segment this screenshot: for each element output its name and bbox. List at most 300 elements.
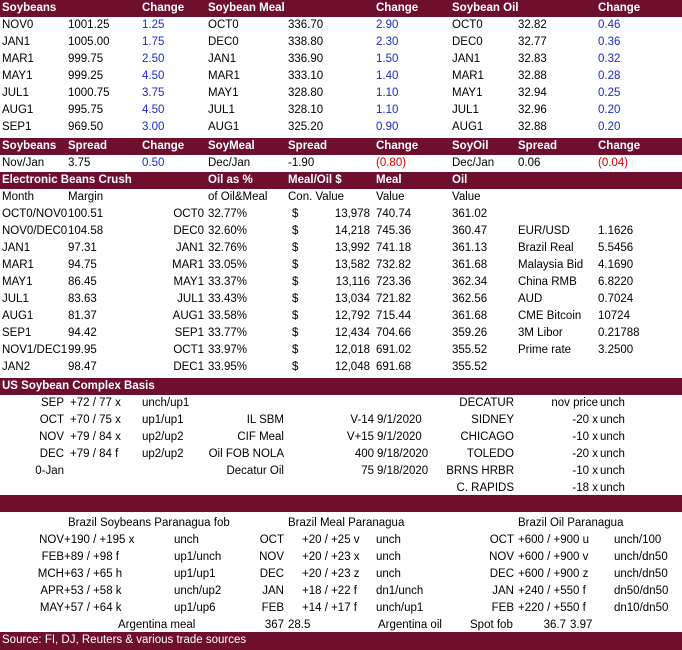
crush-row bbox=[0, 359, 682, 376]
crush-month: OCT0/NOV0 bbox=[2, 208, 68, 220]
crush-row bbox=[0, 274, 682, 291]
basis-value: +79 / 84 f bbox=[70, 448, 119, 460]
crush-margin: 99.95 bbox=[68, 344, 97, 356]
basis-row bbox=[0, 395, 682, 412]
soyoil-header: Soybean Oil bbox=[452, 2, 519, 14]
meal-price: 336.70 bbox=[288, 19, 324, 31]
crush-margin: 100.51 bbox=[68, 208, 104, 220]
dollar-sign: $ bbox=[292, 293, 299, 305]
brazil-meal-basis: +20 / +25 v bbox=[302, 534, 360, 546]
brazil-soy-change: up1/up6 bbox=[174, 602, 216, 614]
meal-price: 333.10 bbox=[288, 70, 324, 82]
oil-month: JUL1 bbox=[452, 104, 479, 116]
bean-price: 995.75 bbox=[68, 104, 104, 116]
location: TOLEDO bbox=[466, 448, 514, 460]
oil-value: 355.52 bbox=[452, 361, 488, 373]
argentina-meal-value2: 28.5 bbox=[288, 619, 311, 631]
change-header: Change bbox=[376, 2, 419, 14]
basis-month: SEP bbox=[40, 397, 64, 409]
brazil-row bbox=[0, 566, 682, 583]
product-label: IL SBM bbox=[246, 414, 284, 426]
basis-change: up2/up2 bbox=[142, 431, 184, 443]
crush-row bbox=[0, 342, 682, 359]
meal-price: 336.90 bbox=[288, 53, 324, 65]
brazil-meal-month: OCT bbox=[259, 534, 284, 546]
brazil-oil-change: unch/dn50 bbox=[614, 568, 668, 580]
basis-row bbox=[0, 463, 682, 480]
oil-header: Oil bbox=[452, 174, 468, 186]
product-label: Oil FOB NOLA bbox=[208, 448, 284, 460]
crush-month: JAN2 bbox=[2, 361, 31, 373]
futures-row bbox=[0, 85, 682, 102]
dollar-sign: $ bbox=[292, 344, 299, 356]
meal-change: 2.90 bbox=[376, 19, 399, 31]
con-value: 13,582 bbox=[334, 259, 370, 271]
market-value: 4.1690 bbox=[598, 259, 634, 271]
spread-header-label: Spread bbox=[68, 140, 107, 152]
soybeans-header: Soybeans bbox=[2, 2, 57, 14]
meal-price: 338.80 bbox=[288, 36, 324, 48]
crush-margin: 94.75 bbox=[68, 259, 97, 271]
argentina-oil-label: Argentina oil bbox=[378, 619, 442, 631]
meal-value: 704.66 bbox=[376, 327, 412, 339]
oil-share: 33.95% bbox=[208, 361, 248, 373]
brazil-oil-month: JAN bbox=[492, 585, 514, 597]
oil-month: AUG1 bbox=[452, 121, 484, 133]
crush-margin: 86.45 bbox=[68, 276, 97, 288]
dollar-sign: $ bbox=[292, 361, 299, 373]
crush-contract: JUL1 bbox=[177, 293, 204, 305]
crush-contract: DEC0 bbox=[173, 225, 204, 237]
brazil-meal-basis: +20 / +23 z bbox=[302, 568, 360, 580]
oil-month: OCT0 bbox=[452, 19, 483, 31]
location-basis: nov price bbox=[551, 397, 598, 409]
con-value: 14,218 bbox=[334, 225, 370, 237]
change-header: Change bbox=[376, 140, 419, 152]
con-value-label: Con. Value bbox=[288, 191, 345, 203]
crush-margin: 97.31 bbox=[68, 242, 97, 254]
bean-month: MAY1 bbox=[2, 70, 33, 82]
meal-value: 723.36 bbox=[376, 276, 412, 288]
crush-row bbox=[0, 240, 682, 257]
bean-price: 999.75 bbox=[68, 53, 104, 65]
brazil-oil-change: dn50/dn50 bbox=[614, 585, 669, 597]
crush-month: JUL1 bbox=[2, 293, 29, 305]
crush-row bbox=[0, 257, 682, 274]
basis-value: +72 / 77 x bbox=[70, 397, 121, 409]
oil-share: 32.60% bbox=[208, 225, 248, 237]
oil-price: 32.96 bbox=[518, 104, 547, 116]
crush-month: JAN1 bbox=[2, 242, 31, 254]
oil-share: 33.58% bbox=[208, 310, 248, 322]
bean-price: 1001.25 bbox=[68, 19, 110, 31]
product-date: 9/1/2020 bbox=[377, 414, 422, 426]
brazil-oil-basis: +240 / +550 f bbox=[518, 585, 586, 597]
meal-change: 1.50 bbox=[376, 53, 399, 65]
market-label: CME Bitcoin bbox=[518, 310, 582, 322]
brazil-oil-change: unch/dn50 bbox=[614, 551, 668, 563]
section-divider bbox=[0, 495, 682, 512]
dollar-sign: $ bbox=[292, 225, 299, 237]
spread-row bbox=[0, 155, 682, 172]
market-label: AUD bbox=[518, 293, 543, 305]
location-basis: -10 x bbox=[572, 431, 598, 443]
bean-price: 1000.75 bbox=[68, 87, 110, 99]
oil-value: 362.34 bbox=[452, 276, 488, 288]
market-label: Prime rate bbox=[518, 344, 572, 356]
spread-oil-change: (0.04) bbox=[598, 157, 629, 169]
crush-row bbox=[0, 308, 682, 325]
crush-contract: SEP1 bbox=[174, 327, 204, 339]
location-basis: -18 x bbox=[572, 482, 598, 494]
brazil-soy-month: NOV bbox=[39, 534, 64, 546]
product-basis: V-14 bbox=[350, 414, 374, 426]
spread-meal-change: (0.80) bbox=[376, 157, 407, 169]
oil-price: 32.88 bbox=[518, 70, 547, 82]
location-change: unch bbox=[600, 448, 625, 460]
oil-price: 32.94 bbox=[518, 87, 547, 99]
soymeal-header: Soybean Meal bbox=[208, 2, 285, 14]
argentina-meal-label: Argentina meal bbox=[118, 619, 196, 631]
oil-price: 32.77 bbox=[518, 36, 547, 48]
crush-row bbox=[0, 291, 682, 308]
brazil-meal-change: unch bbox=[376, 568, 401, 580]
market-label: Brazil Real bbox=[518, 242, 574, 254]
oil-change: 0.20 bbox=[598, 121, 621, 133]
oil-price: 32.83 bbox=[518, 53, 547, 65]
crush-month: NOV1/DEC1 bbox=[2, 344, 68, 356]
basis-change: up1/up1 bbox=[142, 414, 184, 426]
oil-value: 362.56 bbox=[452, 293, 488, 305]
oil-value: 361.68 bbox=[452, 259, 488, 271]
oil-price: 32.82 bbox=[518, 19, 547, 31]
bean-month: SEP1 bbox=[2, 121, 32, 133]
spread-oil-label: Dec/Jan bbox=[452, 157, 495, 169]
con-value: 12,434 bbox=[334, 327, 370, 339]
basis-row bbox=[0, 429, 682, 446]
futures-header bbox=[0, 0, 682, 17]
oil-share: 32.76% bbox=[208, 242, 248, 254]
spread-bean-change: 0.50 bbox=[142, 157, 165, 169]
brazil-soy-change: unch bbox=[174, 534, 199, 546]
change-header: Change bbox=[598, 2, 641, 14]
brazil-titles bbox=[0, 515, 682, 532]
basis-change: unch/up1 bbox=[142, 397, 190, 409]
futures-row bbox=[0, 119, 682, 136]
basis-month: OCT bbox=[39, 414, 64, 426]
brazil-meal-title: Brazil Meal Paranagua bbox=[288, 517, 405, 529]
basis-month: 0-Jan bbox=[35, 465, 64, 477]
product-date: 9/18/2020 bbox=[377, 448, 429, 460]
crush-margin: 81.37 bbox=[68, 310, 97, 322]
con-value: 13,978 bbox=[334, 208, 370, 220]
dollar-sign: $ bbox=[292, 208, 299, 220]
con-value: 13,116 bbox=[335, 276, 370, 288]
product-basis: V+15 bbox=[346, 431, 374, 443]
location-change: unch bbox=[600, 414, 625, 426]
market-value: 1.1626 bbox=[598, 225, 634, 237]
crush-subheader bbox=[0, 189, 682, 206]
meal-value: 691.68 bbox=[376, 361, 412, 373]
bean-change: 1.75 bbox=[142, 36, 165, 48]
oil-change: 0.20 bbox=[598, 104, 621, 116]
brazil-soy-basis: +57 / +64 k bbox=[64, 602, 122, 614]
change-header: Change bbox=[142, 2, 185, 14]
product-basis: 400 bbox=[354, 448, 374, 460]
bean-change: 4.50 bbox=[142, 104, 165, 116]
footer bbox=[0, 632, 682, 650]
spread-oil-value: 0.06 bbox=[518, 157, 541, 169]
location: SIDNEY bbox=[471, 414, 514, 426]
crush-margin: 98.47 bbox=[68, 361, 97, 373]
meal-value: 732.82 bbox=[376, 259, 412, 271]
crush-month: NOV0/DEC0 bbox=[2, 225, 68, 237]
location-basis: -20 x bbox=[572, 414, 598, 426]
futures-row bbox=[0, 17, 682, 34]
bean-month: NOV0 bbox=[2, 19, 34, 31]
spread-header-label: Spread bbox=[288, 140, 327, 152]
meal-value: 745.36 bbox=[376, 225, 412, 237]
market-value: 0.7024 bbox=[598, 293, 634, 305]
oil-value: 359.26 bbox=[452, 327, 488, 339]
spread-bean-label: Nov/Jan bbox=[2, 157, 45, 169]
spread-meal-label: Dec/Jan bbox=[208, 157, 251, 169]
oil-value: 361.13 bbox=[452, 242, 488, 254]
futures-row bbox=[0, 68, 682, 85]
soyoil-header: SoyOil bbox=[452, 140, 489, 152]
basis-month: DEC bbox=[39, 448, 64, 460]
oil-month: MAY1 bbox=[452, 87, 483, 99]
bean-month: MAR1 bbox=[2, 53, 34, 65]
meal-month: OCT0 bbox=[208, 19, 239, 31]
crush-contract: MAR1 bbox=[172, 259, 204, 271]
crush-contract: OCT0 bbox=[173, 208, 204, 220]
meal-value: 691.02 bbox=[376, 344, 412, 356]
brazil-soy-change: up1/unch bbox=[174, 551, 222, 563]
crush-row bbox=[0, 223, 682, 240]
basis-change: up2/up2 bbox=[142, 448, 184, 460]
market-label: Malaysia Bid bbox=[518, 259, 584, 271]
margin-label: Margin bbox=[68, 191, 104, 203]
crush-contract: AUG1 bbox=[172, 310, 204, 322]
oil-share: 33.43% bbox=[208, 293, 248, 305]
oil-value: 361.68 bbox=[452, 310, 488, 322]
meal-value-label: Value bbox=[376, 191, 405, 203]
product-label: CIF Meal bbox=[237, 431, 284, 443]
brazil-soy-change: unch/up2 bbox=[174, 585, 222, 597]
oil-price: 32.88 bbox=[518, 121, 547, 133]
oil-value: 355.52 bbox=[452, 344, 488, 356]
argentina-meal-value: 367 bbox=[264, 619, 284, 631]
con-value: 13,034 bbox=[334, 293, 370, 305]
month-label: Month bbox=[2, 191, 34, 203]
oil-share: 33.05% bbox=[208, 259, 248, 271]
oil-change: 0.36 bbox=[598, 36, 621, 48]
meal-month: AUG1 bbox=[208, 121, 240, 133]
brazil-soy-month: FEB bbox=[41, 551, 64, 563]
oil-value-label: Value bbox=[452, 191, 481, 203]
meal-change: 1.10 bbox=[376, 104, 399, 116]
brazil-meal-change: unch bbox=[376, 534, 401, 546]
market-value: 6.8220 bbox=[598, 276, 634, 288]
meal-change: 1.40 bbox=[376, 70, 399, 82]
bean-change: 2.50 bbox=[142, 53, 165, 65]
crush-contract: OCT1 bbox=[173, 344, 204, 356]
brazil-row bbox=[0, 532, 682, 549]
oil-change: 0.28 bbox=[598, 70, 621, 82]
meal-month: MAR1 bbox=[208, 70, 240, 82]
meal-change: 1.10 bbox=[376, 87, 399, 99]
meal-value: 741.18 bbox=[376, 242, 412, 254]
product-date: 9/18/2020 bbox=[377, 465, 429, 477]
brazil-meal-month: FEB bbox=[261, 602, 284, 614]
brazil-meal-basis: +20 / +23 x bbox=[302, 551, 360, 563]
meal-header: Meal bbox=[376, 174, 402, 186]
brazil-soy-basis: +53 / +58 k bbox=[64, 585, 122, 597]
crush-title: Electronic Beans Crush bbox=[2, 174, 132, 186]
brazil-row bbox=[0, 549, 682, 566]
crush-contract: DEC1 bbox=[173, 361, 204, 373]
brazil-oil-basis: +600 / +900 v bbox=[518, 551, 589, 563]
location: C. RAPIDS bbox=[456, 482, 514, 494]
spot-fob-label: Spot fob bbox=[470, 619, 513, 631]
market-label: EUR/USD bbox=[518, 225, 570, 237]
futures-row bbox=[0, 34, 682, 51]
product-date: 9/1/2020 bbox=[377, 431, 422, 443]
meal-change: 0.90 bbox=[376, 121, 399, 133]
bean-change: 1.25 bbox=[142, 19, 165, 31]
brazil-soy-month: MCH bbox=[37, 568, 64, 580]
oil-change: 0.46 bbox=[598, 19, 621, 31]
brazil-oil-basis: +220 / +550 f bbox=[518, 602, 586, 614]
con-value: 12,018 bbox=[334, 344, 370, 356]
brazil-meal-month: NOV bbox=[259, 551, 284, 563]
product-basis: 75 bbox=[361, 465, 374, 477]
bean-change: 3.00 bbox=[142, 121, 165, 133]
dollar-sign: $ bbox=[292, 242, 299, 254]
futures-row bbox=[0, 51, 682, 68]
con-value: 12,792 bbox=[334, 310, 370, 322]
meal-change: 2.30 bbox=[376, 36, 399, 48]
futures-row bbox=[0, 102, 682, 119]
oil-value: 361.02 bbox=[452, 208, 488, 220]
brazil-soy-basis: +89 / +98 f bbox=[64, 551, 119, 563]
oil-month: DEC0 bbox=[452, 36, 483, 48]
brazil-soy-change: up1/up1 bbox=[174, 568, 216, 580]
crush-contract: MAY1 bbox=[173, 276, 204, 288]
crush-margin: 104.58 bbox=[68, 225, 104, 237]
brazil-soy-month: MAY bbox=[39, 602, 64, 614]
con-value: 12,048 bbox=[334, 361, 370, 373]
location: CHICAGO bbox=[460, 431, 514, 443]
oil-value: 360.47 bbox=[452, 225, 488, 237]
brazil-row bbox=[0, 600, 682, 617]
brazil-row bbox=[0, 583, 682, 600]
oil-share: 33.77% bbox=[208, 327, 248, 339]
spread-header-label: Spread bbox=[518, 140, 557, 152]
meal-oil-header: Meal/Oil $ bbox=[288, 174, 342, 186]
brazil-oil-change: dn10/dn50 bbox=[614, 602, 669, 614]
dollar-sign: $ bbox=[292, 310, 299, 322]
basis-value: +79 / 84 x bbox=[70, 431, 121, 443]
location-change: unch bbox=[600, 482, 625, 494]
dollar-sign: $ bbox=[292, 259, 299, 271]
location-change: unch bbox=[600, 431, 625, 443]
of-oil-meal-label: of Oil&Meal bbox=[208, 191, 268, 203]
change-header: Change bbox=[598, 140, 641, 152]
brazil-oil-month: DEC bbox=[489, 568, 514, 580]
meal-month: MAY1 bbox=[208, 87, 239, 99]
change-header: Change bbox=[142, 140, 185, 152]
meal-value: 715.44 bbox=[376, 310, 412, 322]
bean-change: 4.50 bbox=[142, 70, 165, 82]
brazil-oil-month: FEB bbox=[491, 602, 514, 614]
market-value: 3.2500 bbox=[598, 344, 634, 356]
crush-margin: 83.63 bbox=[68, 293, 97, 305]
meal-price: 328.80 bbox=[288, 87, 324, 99]
meal-value: 721.82 bbox=[376, 293, 412, 305]
basis-header bbox=[0, 378, 682, 395]
crush-header bbox=[0, 172, 682, 189]
meal-value: 740.74 bbox=[376, 208, 412, 220]
location: BRNS HRBR bbox=[446, 465, 514, 477]
basis-row bbox=[0, 412, 682, 429]
crush-month: MAY1 bbox=[2, 276, 33, 288]
basis-title: US Soybean Complex Basis bbox=[2, 380, 155, 392]
spread-header bbox=[0, 138, 682, 155]
market-value: 5.5456 bbox=[598, 242, 634, 254]
spread-bean-value: 3.75 bbox=[68, 157, 91, 169]
meal-month: JUL1 bbox=[208, 104, 235, 116]
market-value: 10724 bbox=[598, 310, 630, 322]
brazil-meal-change: unch/up1 bbox=[376, 602, 424, 614]
basis-row bbox=[0, 446, 682, 463]
bean-change: 3.75 bbox=[142, 87, 165, 99]
dollar-sign: $ bbox=[292, 327, 299, 339]
crush-row bbox=[0, 325, 682, 342]
brazil-soy-basis: +63 / +65 h bbox=[64, 568, 123, 580]
location-change: unch bbox=[600, 397, 625, 409]
oil-share: 33.37% bbox=[208, 276, 248, 288]
crush-contract: JAN1 bbox=[175, 242, 204, 254]
oil-change: 0.32 bbox=[598, 53, 621, 65]
brazil-oil-month: NOV bbox=[489, 551, 514, 563]
crush-month: MAR1 bbox=[2, 259, 34, 271]
meal-month: JAN1 bbox=[208, 53, 237, 65]
meal-month: DEC0 bbox=[208, 36, 239, 48]
location-basis: -10 x bbox=[572, 465, 598, 477]
crush-month: SEP1 bbox=[2, 327, 32, 339]
brazil-oil-title: Brazil Oil Paranagua bbox=[518, 517, 624, 529]
market-label: China RMB bbox=[518, 276, 577, 288]
brazil-meal-month: DEC bbox=[259, 568, 284, 580]
dollar-sign: $ bbox=[292, 276, 299, 288]
argentina-oil-value: 36.7 bbox=[543, 619, 566, 631]
brazil-soy-month: APR bbox=[40, 585, 64, 597]
market-value: 0.21788 bbox=[598, 327, 640, 339]
bean-price: 999.25 bbox=[68, 70, 104, 82]
basis-value: +70 / 75 x bbox=[70, 414, 121, 426]
bean-price: 1005.00 bbox=[68, 36, 110, 48]
brazil-meal-change: dn1/unch bbox=[376, 585, 424, 597]
oil-pct-header: Oil as % bbox=[208, 174, 253, 186]
brazil-oil-basis: +600 / +900 u bbox=[518, 534, 589, 546]
brazil-meal-basis: +14 / +17 f bbox=[302, 602, 357, 614]
crush-row bbox=[0, 206, 682, 223]
crush-margin: 94.42 bbox=[68, 327, 97, 339]
oil-month: MAR1 bbox=[452, 70, 484, 82]
bean-month: AUG1 bbox=[2, 104, 34, 116]
